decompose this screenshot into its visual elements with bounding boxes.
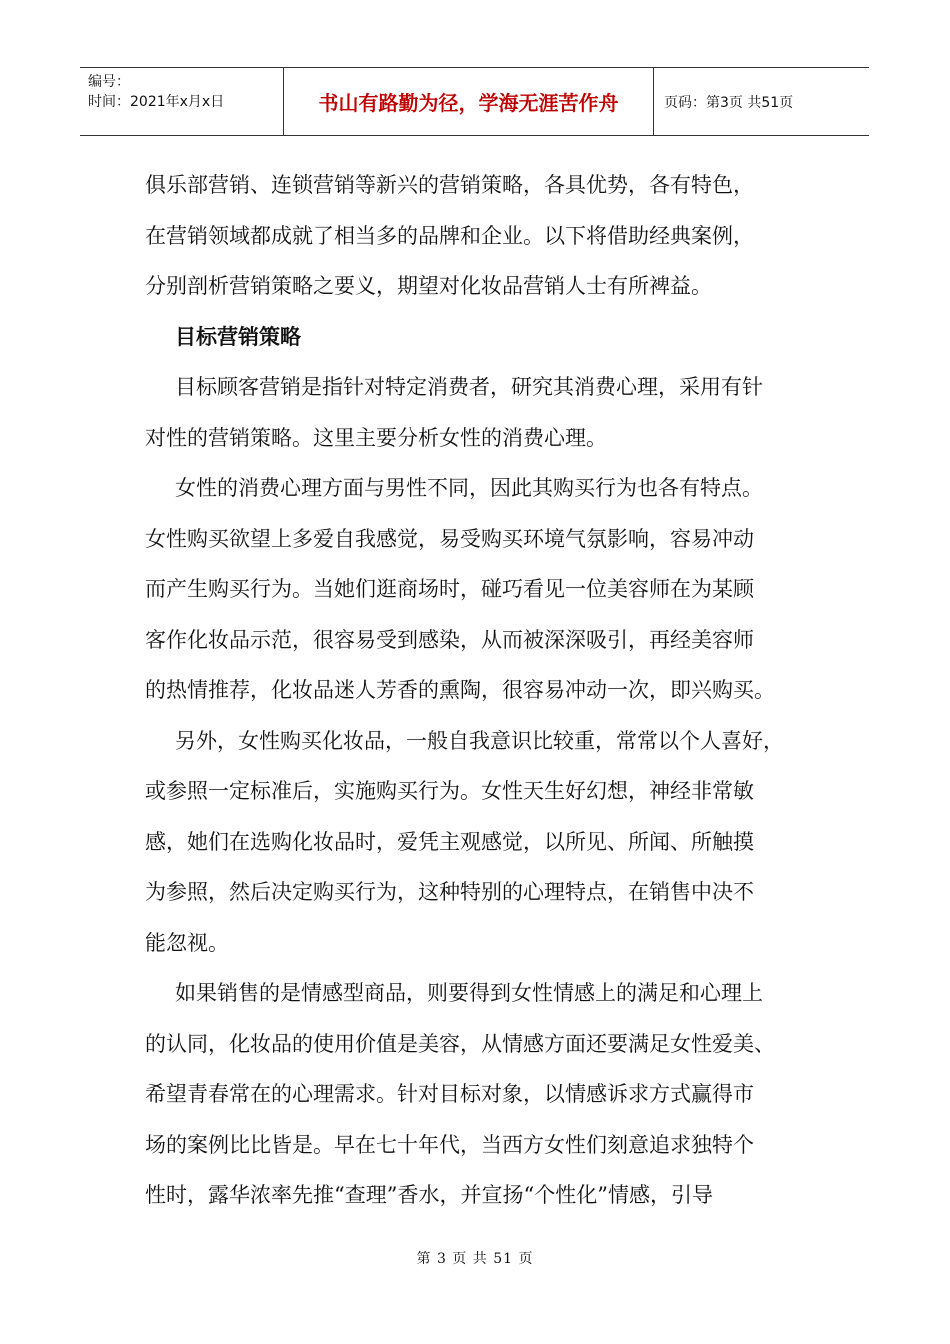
page-header	[80, 67, 869, 136]
text-line: 为参照，然后决定购买行为，这种特别的心理特点，在销售中决不	[145, 880, 754, 904]
text-line: 在营销领域都成就了相当多的品牌和企业。以下将借助经典案例，	[145, 223, 754, 248]
document-body	[145, 160, 815, 1221]
text-line: 目标顾客营销是指针对特定消费者，研究其消费心理，采用有针	[175, 375, 763, 399]
header-meta	[80, 68, 283, 135]
text-line: 的认同，化妆品的使用价值是美容，从情感方面还要满足女性爱美、	[145, 1031, 775, 1056]
header-page-info: 页码：第3页 共51页	[664, 94, 794, 111]
text-line: 如果销售的是情感型商品，则要得到女性情感上的满足和心理上	[175, 981, 763, 1005]
page-footer: 第 3 页 共 51 页	[416, 1251, 534, 1267]
text-line: 女性购买欲望上多爱自我感觉，易受购买环境气氛影响，容易冲动	[145, 526, 754, 551]
text-line: 另外，女性购买化妆品，一般自我意识比较重，常常以个人喜好，	[175, 728, 784, 753]
text-line: 希望青春常在的心理需求。针对目标对象，以情感诉求方式赢得市	[145, 1082, 754, 1106]
text-line: 俱乐部营销、连锁营销等新兴的营销策略，各具优势，各有特色，	[145, 173, 754, 197]
text-line: 女性的消费心理方面与男性不同，因此其购买行为也各有特点。	[175, 476, 763, 500]
document-date-label: 时间：2021年x月x日	[88, 94, 225, 110]
text-line: 而产生购买行为。当她们逛商场时，碰巧看见一位美容师在为某顾	[145, 577, 754, 601]
text-line: 的热情推荐，化妆品迷人芳香的熏陶，很容易冲动一次，即兴购买。	[145, 678, 775, 702]
header-motto: 书山有路勤为径，学海无涯苦作舟	[283, 68, 654, 135]
text-line: 分别剖析营销策略之要义，期望对化妆品营销人士有所裨益。	[145, 274, 712, 298]
text-line: 客作化妆品示范，很容易受到感染，从而被深深吸引，再经美容师	[145, 627, 754, 652]
text-line: 性时，露华浓率先推“查理”香水，并宣扬“个性化”情感，引导	[145, 1183, 713, 1207]
text-line: 或参照一定标准后，实施购买行为。女性天生好幻想，神经非常敏	[145, 779, 754, 803]
text-line: 对性的营销策略。这里主要分析女性的消费心理。	[145, 425, 607, 450]
document-number-label: 编号：	[88, 74, 130, 90]
text-line: 场的案例比比皆是。早在七十年代，当西方女性们刻意追求独特个	[145, 1132, 754, 1157]
section-heading: 目标营销策略	[175, 324, 301, 349]
text-line: 感，她们在选购化妆品时，爱凭主观感觉，以所见、所闻、所触摸	[145, 829, 754, 854]
text-line: 能忽视。	[145, 930, 229, 955]
